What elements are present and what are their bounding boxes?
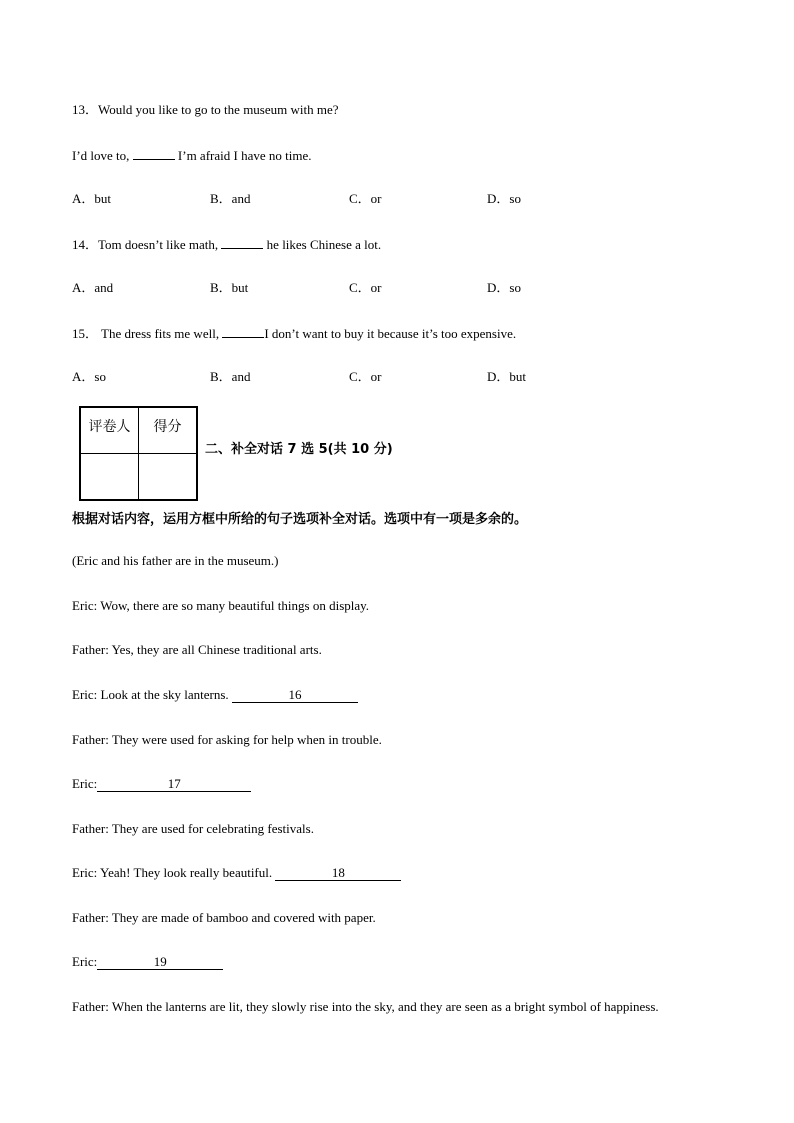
q13-option-a: A．but bbox=[72, 191, 112, 206]
q13-stem: 13．Would you like to go to the museum with me? bbox=[72, 102, 339, 117]
blank-18-number: 18 bbox=[331, 865, 345, 880]
q13-option-d: D．so bbox=[487, 191, 521, 206]
dialogue-line-16 bbox=[72, 686, 358, 704]
q15-stem-post: I don’t want to buy it because it’s too expensive. bbox=[264, 326, 517, 341]
score-cell bbox=[139, 454, 198, 501]
dialogue-scene: (Eric and his father are in the museum.) bbox=[72, 553, 279, 568]
q14-option-b: B．but bbox=[210, 280, 249, 295]
q13-sentence bbox=[72, 146, 311, 165]
q15-option-c: C．or bbox=[349, 369, 382, 384]
dialogue-line-16-text: Eric: Look at the sky lanterns. bbox=[72, 687, 232, 702]
q15-blank bbox=[222, 324, 264, 338]
blank-16-number: 16 bbox=[288, 687, 302, 702]
q14-blank bbox=[221, 235, 263, 249]
dialogue-line: Eric: Wow, there are so many beautiful things on display. bbox=[72, 598, 370, 613]
q15-option-a: A．so bbox=[72, 369, 106, 384]
q14-option-a: A．and bbox=[72, 280, 114, 295]
blank-16 bbox=[232, 688, 358, 703]
q14-stem-post: he likes Chinese a lot. bbox=[263, 237, 382, 252]
q15-stem bbox=[72, 324, 516, 343]
blank-17-number: 17 bbox=[167, 776, 181, 791]
dialogue-line: Father: Yes, they are all Chinese traditional arts. bbox=[72, 642, 322, 657]
q15-option-b: B．and bbox=[210, 369, 251, 384]
dialogue-line-18-text: Eric: Yeah! They look really beautiful. bbox=[72, 865, 276, 880]
dialogue-line-19-text: Eric: bbox=[72, 954, 98, 969]
q14-option-c: C．or bbox=[349, 280, 382, 295]
dialogue-line-17 bbox=[72, 775, 251, 793]
q14-option-d: D．so bbox=[487, 280, 521, 295]
score-table bbox=[79, 406, 198, 501]
section-instruction: 根据对话内容，运用方框中所给的句子选项补全对话。选项中有一项是多余的。 bbox=[72, 512, 528, 527]
score-header: 得分 bbox=[139, 407, 198, 454]
q13-option-b: B．and bbox=[210, 191, 251, 206]
dialogue-line-18 bbox=[72, 864, 401, 882]
grader-header: 评卷人 bbox=[80, 407, 139, 454]
dialogue-line-19 bbox=[72, 953, 223, 971]
q15-stem-pre: 15． The dress fits me well, bbox=[72, 326, 223, 341]
q15-option-d: D．but bbox=[487, 369, 527, 384]
q13-sentence-post: I’m afraid I have no time. bbox=[174, 148, 312, 163]
dialogue-line: Father: They were used for asking for help when in trouble. bbox=[72, 732, 382, 747]
q13-option-c: C．or bbox=[349, 191, 382, 206]
q13-sentence-pre: I’d love to, bbox=[72, 148, 133, 163]
q13-blank bbox=[133, 146, 175, 160]
dialogue-line: Father: When the lanterns are lit, they slowly rise into the sky, and they are seen as a bright symbol of happiness. bbox=[72, 999, 659, 1014]
blank-17 bbox=[97, 777, 251, 792]
dialogue-line-17-text: Eric: bbox=[72, 776, 98, 791]
grader-cell bbox=[80, 454, 139, 501]
blank-18 bbox=[275, 866, 401, 881]
section-title: 二、补全对话 7 选 5(共 10 分) bbox=[205, 442, 393, 457]
dialogue-line: Father: They are made of bamboo and covered with paper. bbox=[72, 910, 376, 925]
blank-19 bbox=[97, 955, 223, 970]
q14-stem-pre: 14．Tom doesn’t like math, bbox=[72, 237, 222, 252]
blank-19-number: 19 bbox=[153, 954, 167, 969]
q14-stem bbox=[72, 235, 381, 254]
dialogue-line: Father: They are used for celebrating festivals. bbox=[72, 821, 314, 836]
